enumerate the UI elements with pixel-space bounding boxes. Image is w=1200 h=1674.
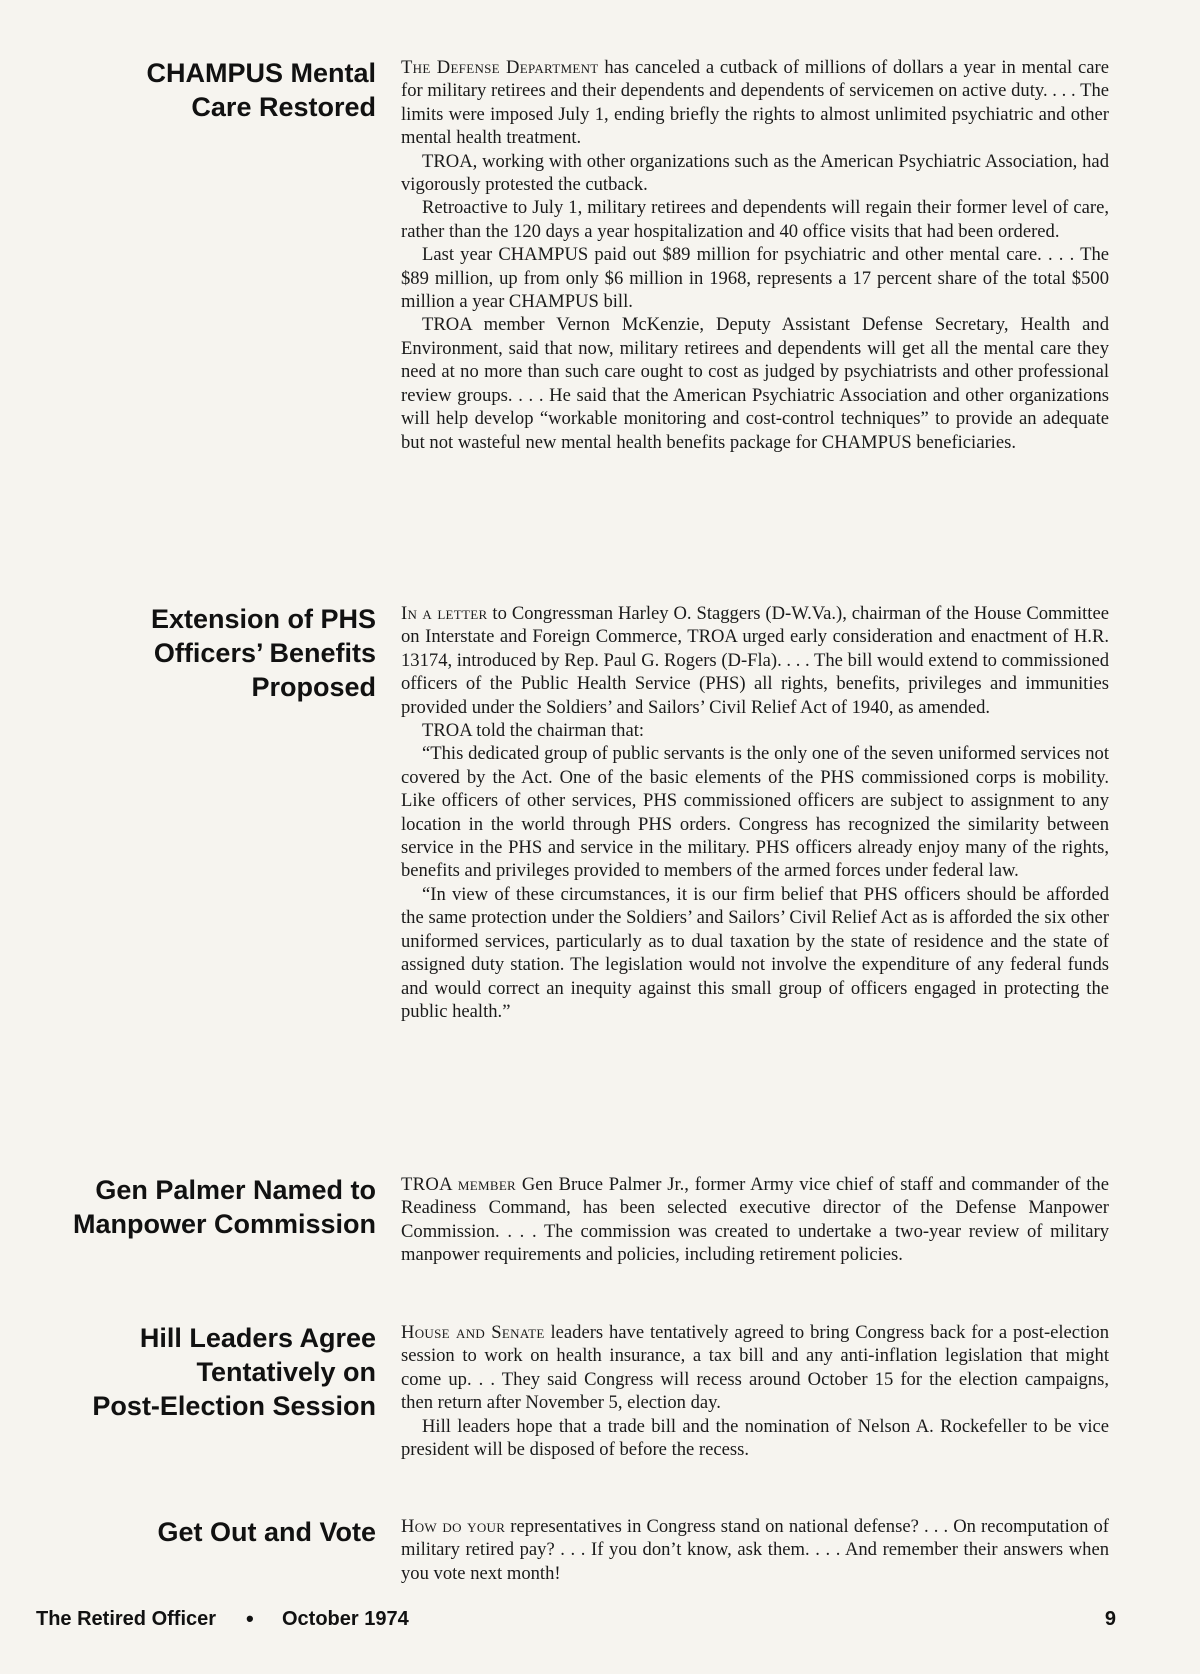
article-body [401,1515,1109,1585]
paragraph: “In view of these circumstances, it is our firm belief that PHS officers should be afforded the same protection under the Soldiers’ and Sailors’ Civil Relief Act as is afforded the six other uniformed services, particularly as to dual taxation by the state of residence and the state of assigned duty station. The legislation would not involve the expenditure of any federal funds and would correct an inequity against this small group of officers engaged in protecting the public health.” [401,883,1109,1022]
paragraph: The Defense Department has canceled a cutback of millions of dollars a year in mental care for military retirees and their dependents and dependents of servicemen on active duty. . . . The limits were imposed July 1, ending briefly the rights to almost unlimited psychiatric and other mental health treatment. [401,57,1110,149]
lead-in: House and Senate [401,1322,545,1343]
lead-in: TROA member [401,1174,517,1195]
paragraph: House and Senate leaders have tentatively agreed to bring Congress back for a post-election session to work on health insurance, a tax bill and any anti-inflation legislation that might come up. . . They said Congress will recess around October 15 for the election campaigns, then return after November 5, election day. [401,1322,1109,1414]
article-body [401,1173,1109,1267]
issue-date: October 1974 [282,1608,409,1630]
paragraph: Hill leaders hope that a trade bill and the nomination of Nelson A. Rockefeller to be vice president will be disposed of before the recess. [401,1415,1109,1461]
lead-in: In a letter [401,603,488,624]
article-heading: Get Out and Vote [157,1517,376,1547]
lead-in: How do your [401,1516,506,1537]
article-heading: Hill Leaders Agree Tentatively on Post-Election Session [92,1323,376,1421]
footer-separator: • [246,1606,254,1631]
paragraph: In a letter to Congressman Harley O. Staggers (D-W.Va.), chairman of the House Committee on Interstate and Foreign Commerce, TROA urged early consideration and enactment of H.R. 13174, introduced by Rep. Paul G. Rogers (D-Fla). . . . The bill would extend to commissioned officers of the Public Health Service (PHS) all rights, benefits, privileges and immunities provided under the Soldiers’ and Sailors’ Civil Relief Act of 1940, as amended. [401,603,1109,718]
paragraph: TROA told the chairman that: [422,720,645,742]
lead-in: The Defense Department [401,57,599,78]
article-heading: Extension of PHS Officers’ Benefits Proposed [150,604,376,702]
paragraph: TROA member Gen Bruce Palmer Jr., former Army vice chief of staff and commander of the Readiness Command, has been selected executive director of the Defense Manpower Commission. . . . The commission was created to undertake a two-year review of military manpower requirements and policies, including retirement policies. [401,1174,1109,1266]
paragraph: TROA member Vernon McKenzie, Deputy Assistant Defense Secretary, Health and Environment, said that now, military retirees and dependents will get all the mental care they need at no more than such care ought to cost as judged by psychiatrists and other professional review groups. . . . He said that the American Psychiatric Association and other organizations will help develop “workable monitoring and cost-control techniques” to provide an adequate but not wasteful new mental health benefits package for CHAMPUS beneficiaries. [401,314,1109,453]
article-body [401,602,1109,1023]
article-heading: CHAMPUS Mental Care Restored [146,58,376,122]
page-footer [36,1608,1116,1638]
article-body [401,56,1109,454]
publication-name: The Retired Officer [36,1608,217,1630]
paragraph: How do your representatives in Congress stand on national defense? . . . On recomputation of military retired pay? . . . If you don’t know, ask them. . . . And remember their answers when you vote next month! [401,1516,1109,1584]
article-heading: Gen Palmer Named to Manpower Commission [72,1175,376,1239]
paragraph: Last year CHAMPUS paid out $89 million for psychiatric and other mental care. . . . The $89 million, up from only $6 million in 1968, represents a 17 percent share of the total $500 million a year CHAMPUS bill. [401,244,1109,313]
paragraph: “This dedicated group of public servants is the only one of the seven uniformed services not covered by the Act. One of the basic elements of the PHS commissioned corps is mobility. Like officers of other services, PHS commissioned officers are subject to assignment to any location in the world through PHS orders. Congress has recognized the similarity between service in the PHS and service in the military. PHS officers already enjoy many of the rights, benefits and privileges provided to members of the armed forces under federal law. [401,743,1109,882]
page-number: 9 [1104,1608,1116,1630]
article-body [401,1321,1109,1461]
paragraph: Retroactive to July 1, military retirees and dependents will regain their former level of care, rather than the 120 days a year hospitalization and 40 office visits that had been ordered. [401,197,1109,242]
paragraph: TROA, working with other organizations such as the American Psychiatric Association, had vigorously protested the cutback. [401,150,1109,196]
